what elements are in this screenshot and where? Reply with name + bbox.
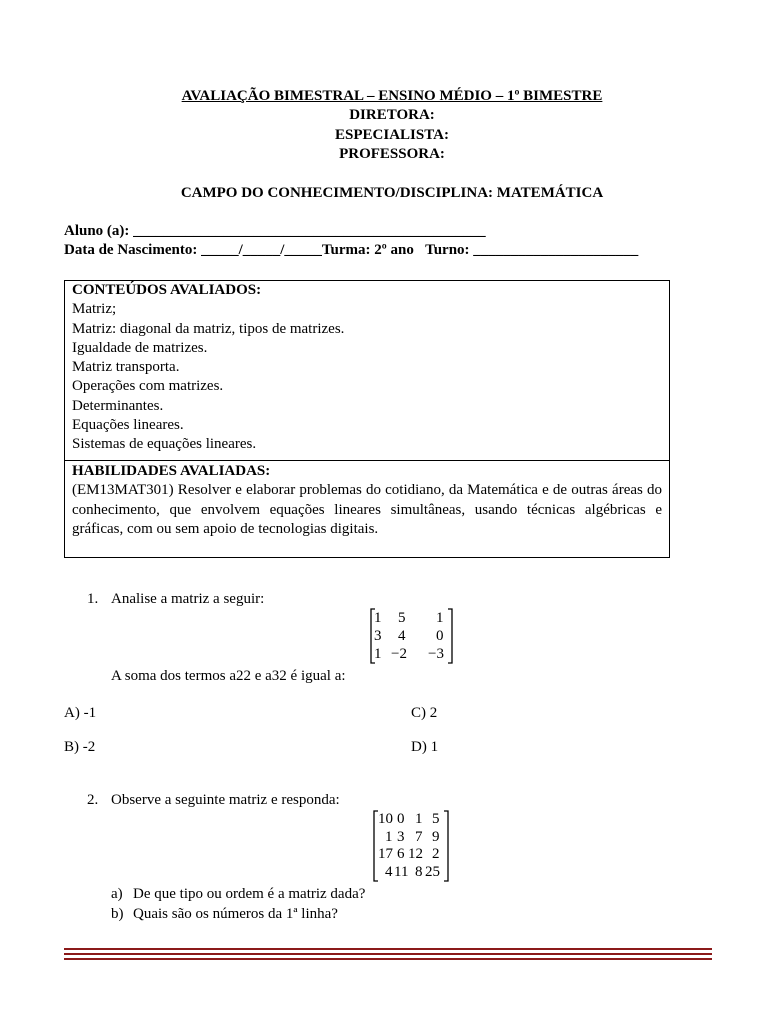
especialista-label: ESPECIALISTA:	[335, 127, 449, 143]
skills-box	[64, 460, 670, 558]
student-name-line: _______________________________________________	[133, 223, 486, 239]
discipline-heading: CAMPO DO CONHECIMENTO/DISCIPLINA: MATEMÁTICA	[180, 185, 604, 201]
class-label: Turma: 2º ano	[321, 242, 414, 258]
q1-cell: −3	[428, 646, 444, 662]
footer-rule-bottom	[64, 958, 712, 960]
q1-cell: 1	[374, 646, 382, 662]
birthdate-label: Data de Nascimento:	[64, 242, 198, 258]
q1-matrix	[369, 608, 454, 664]
q2-sub-a-label: a)	[111, 886, 123, 902]
contents-item: Matriz transporta.	[72, 359, 180, 376]
skills-heading: HABILIDADES AVALIADAS:	[72, 463, 271, 479]
q1-option-b: B) -2	[64, 739, 96, 755]
q2-prompt: Observe a seguinte matriz e responda:	[111, 792, 340, 808]
contents-item: Sistemas de equações lineares.	[72, 436, 257, 453]
q1-question: A soma dos termos a22 e a32 é igual a:	[111, 668, 346, 684]
q2-cell: 6	[397, 846, 405, 862]
q1-cell: 0	[436, 628, 444, 644]
q1-option-d: D) 1	[411, 739, 439, 755]
q2-cell: 1	[385, 828, 393, 845]
q2-number: 2.	[87, 792, 99, 808]
contents-item: Igualdade de matrizes.	[72, 339, 208, 356]
contents-item: Matriz: diagonal da matriz, tipos de matrizes.	[72, 320, 345, 337]
q2-cell: 9	[432, 828, 440, 845]
q2-cell: 12	[408, 846, 423, 862]
exam-title: AVALIAÇÃO BIMESTRAL – ENSINO MÉDIO – 1º BIMESTRE	[181, 88, 603, 104]
q2-cell: 1	[415, 811, 423, 827]
birthdate-row	[64, 241, 638, 260]
q2-cell: 17	[378, 846, 393, 862]
q1-cell: 3	[374, 628, 382, 644]
professora-label: PROFESSORA:	[339, 146, 445, 162]
contents-item: Determinantes.	[72, 397, 164, 414]
skills-text: (EM13MAT301) Resolver e elaborar problemas do cotidiano, da Matemática e de outras áreas do conhecimento, que envolvem equações lineares simultâneas, usando técnicas algébricas e gráficas, com ou sem apoio de tecnologias digitais.	[72, 482, 662, 537]
q2-cell: 4	[385, 863, 393, 880]
shift-label: Turno:	[425, 242, 470, 258]
student-name-label: Aluno (a):	[64, 223, 130, 239]
q1-cell: −2	[391, 646, 407, 662]
q1-prompt: Analise a matriz a seguir:	[111, 591, 265, 607]
birthdate-line: _____/_____/_____	[201, 242, 322, 258]
q2-cell: 0	[397, 811, 405, 827]
diretora-label: DIRETORA:	[349, 107, 435, 123]
q2-cell: 8	[415, 863, 423, 880]
footer-rule-top	[64, 948, 712, 950]
q2-cell: 10	[378, 811, 393, 827]
q1-number: 1.	[87, 591, 99, 607]
q2-cell: 2	[432, 846, 440, 862]
q2-matrix	[372, 810, 450, 882]
q2-cell: 5	[432, 811, 440, 827]
q2-sub-b: Quais são os números da 1ª linha?	[133, 906, 338, 922]
q1-cell: 1	[436, 610, 444, 626]
contents-item: Operações com matrizes.	[72, 378, 224, 395]
footer-rule-middle	[64, 953, 712, 955]
q2-cell: 11	[394, 863, 409, 880]
q1-option-c: C) 2	[411, 705, 438, 721]
contents-item: Equações lineares.	[72, 417, 184, 434]
q1-option-a: A) -1	[64, 705, 97, 721]
q1-cell: 5	[398, 610, 406, 626]
q1-cell: 4	[398, 628, 406, 644]
q1-cell: 1	[374, 610, 382, 626]
q2-sub-b-label: b)	[111, 906, 124, 922]
shift-line: ______________________	[473, 242, 639, 258]
contents-box	[64, 280, 670, 461]
contents-heading: CONTEÚDOS AVALIADOS:	[72, 282, 262, 298]
q2-cell: 3	[397, 828, 405, 845]
contents-item: Matriz;	[72, 301, 117, 318]
q2-cell: 7	[415, 828, 423, 845]
student-name-row	[64, 222, 486, 241]
q2-sub-a: De que tipo ou ordem é a matriz dada?	[133, 886, 366, 902]
q2-cell: 25	[425, 863, 440, 880]
